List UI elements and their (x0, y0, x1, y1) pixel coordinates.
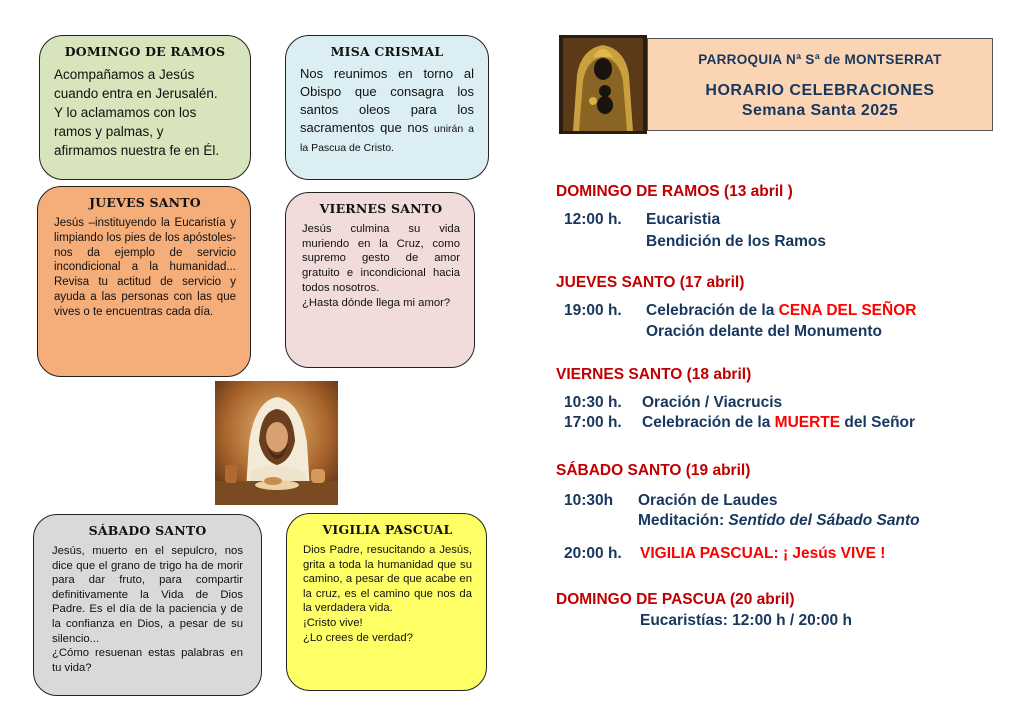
card-text-main: Dios Padre, resucitando a Jesús, grita a toda la humanidad que su camino, a pesar de que acabe en la cruz, es el camino que nos da la verdadera vida. (303, 544, 472, 615)
schedule-row (564, 492, 778, 510)
card-viernes-santo (285, 192, 475, 368)
card-title: VIERNES SANTO (319, 201, 443, 216)
schedule-row (564, 545, 885, 563)
card-title: JUEVES SANTO (89, 195, 201, 210)
event: del Señor (840, 414, 916, 431)
card-question: ¿Hasta dónde llega mi amor? (302, 296, 451, 309)
card-line: cuando entra en Jerusalén. (54, 86, 218, 101)
schedule-row (564, 394, 782, 412)
schedule-title: HORARIO CELEBRACIONES (705, 82, 935, 99)
event: Oración de Laudes (638, 492, 778, 509)
schedule-row (564, 414, 915, 432)
event: Eucaristia (646, 211, 721, 228)
schedule-subtitle: Semana Santa 2025 (741, 102, 899, 119)
card-line: Acompañamos a Jesús (54, 67, 195, 82)
card-text-main: Nos reunimos en torno al Obispo que consagra los santos oleos para los sacramentos que nos (300, 66, 474, 135)
event: Celebración de la (646, 302, 779, 319)
event: Oración / Viacrucis (642, 394, 783, 411)
card-text (303, 543, 472, 645)
card-text (52, 544, 243, 675)
section-title-jueves: JUEVES SANTO (17 abril) (556, 274, 745, 291)
schedule-row (638, 512, 920, 530)
event: Meditación: (638, 512, 729, 529)
card-line: Y lo aclamamos con los (54, 105, 197, 120)
card-question: ¿Lo crees de verdad? (303, 631, 413, 644)
event-highlight: MUERTE (774, 414, 841, 431)
card-jueves-santo (37, 186, 251, 377)
event-highlight: CENA DEL SEÑOR (778, 302, 917, 319)
schedule-row (564, 211, 720, 229)
time: 19:00 h. (564, 302, 622, 319)
schedule-header (647, 38, 993, 131)
card-text-main: Jesús culmina su vida muriendo en la Cruz, como supremo gesto de amor gratuito e incondicional hacia todos nosotros. (302, 223, 460, 294)
jesus-image (215, 381, 338, 505)
event-highlight: VIGILIA PASCUAL: ¡ Jesús VIVE ! (640, 545, 886, 562)
card-title: VIGILIA PASCUAL (322, 522, 453, 537)
card-title: MISA CRISMAL (330, 44, 444, 59)
card-sabado-santo (33, 514, 262, 696)
card-text-small: unirán a la Pascua de Cristo. (300, 123, 474, 154)
time: 10:30 h. (564, 394, 622, 411)
event: Bendición de los Ramos (646, 233, 827, 250)
card-text: Jesús –instituyendo la Eucaristía y limpiando los pies de los apóstoles- nos da ejemplo de servicio incondicional a la humanidad... Revisa tu actitud de servicio y ayuda a las personas con las que vives o te encuentras cada día. (54, 217, 236, 318)
section-title-pascua: DOMINGO DE PASCUA (20 abril) (556, 591, 795, 608)
card-line: ramos y palmas, y (54, 124, 164, 139)
parish-name: PARROQUIA Nª Sª de MONTSERRAT (698, 52, 942, 67)
section-title-ramos: DOMINGO DE RAMOS (13 abril ) (556, 183, 793, 200)
event: Celebración de la (642, 414, 775, 431)
card-text-main: Jesús, muerto en el sepulcro, nos dice que el grano de trigo ha de morir para dar fruto, para compartir definitivamente la Vida de Dios Padre. Es el día de la paciencia y de la confianza en Dios, a pesar de su silencio... (52, 545, 243, 645)
event: Oración delante del Monumento (646, 323, 882, 340)
card-question: ¿Cómo resuenan estas palabras en tu vida? (52, 647, 243, 674)
card-line: afirmamos nuestra fe en Él. (54, 143, 220, 158)
event-italic: Sentido del Sábado Santo (728, 512, 920, 529)
time: 12:00 h. (564, 211, 622, 228)
card-domingo-de-ramos (39, 35, 251, 180)
time: 17:00 h. (564, 414, 622, 431)
section-title-viernes: VIERNES SANTO (18 abril) (556, 366, 752, 383)
section-title-sabado: SÁBADO SANTO (19 abril) (556, 462, 751, 479)
card-misa-crismal (285, 35, 489, 180)
card-title: DOMINGO DE RAMOS (64, 44, 226, 59)
card-text (302, 222, 460, 310)
card-text (54, 65, 236, 160)
event: Eucaristías: 12:00 h / 20:00 h (640, 612, 852, 629)
card-title: SÁBADO SANTO (88, 523, 207, 538)
virgin-montserrat-image (559, 35, 647, 134)
time: 20:00 h. (564, 545, 622, 562)
card-text (300, 65, 474, 157)
card-exclamation: ¡Cristo vive! (303, 616, 363, 629)
time: 10:30h (564, 492, 614, 509)
schedule-row (564, 302, 916, 320)
card-vigilia-pascual (286, 513, 487, 691)
